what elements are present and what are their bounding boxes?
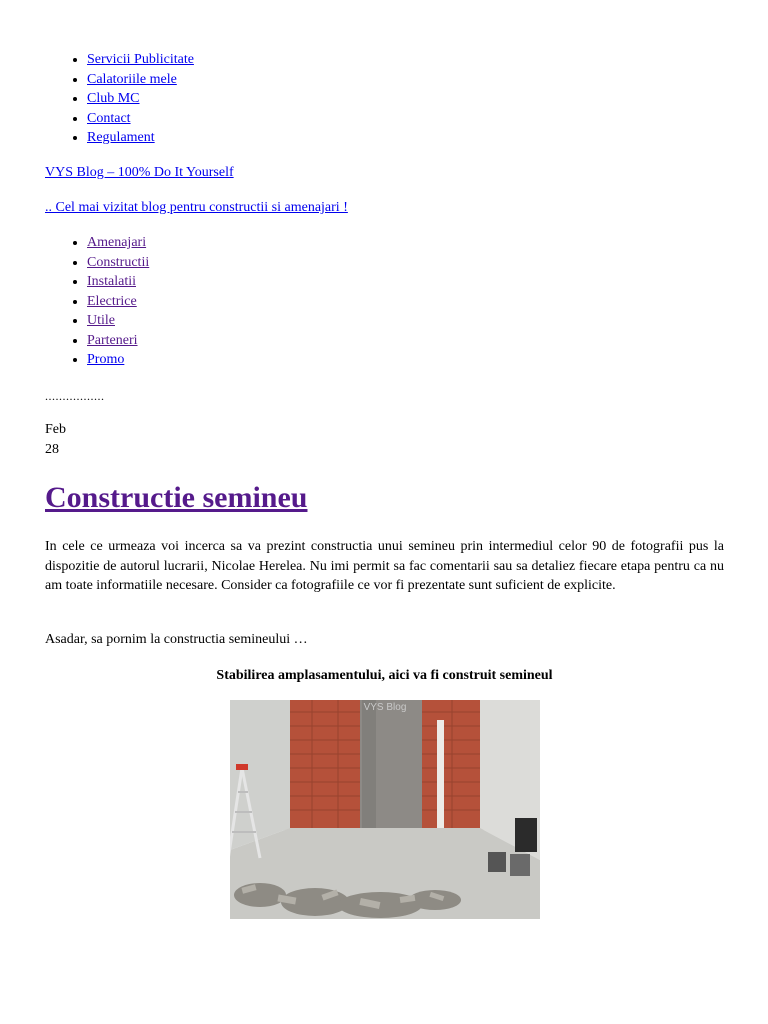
post-paragraph-start: Asadar, sa pornim la constructia semineului … xyxy=(45,632,308,647)
dotted-separator: ................. xyxy=(45,389,105,403)
category-nav-item-amenajari xyxy=(87,233,149,253)
category-nav-item-promo xyxy=(87,350,149,370)
photo-watermark: VYS Blog xyxy=(363,702,407,713)
top-nav-item-club-mc xyxy=(87,89,194,109)
category-nav xyxy=(45,233,149,370)
category-nav-item-parteneri xyxy=(87,331,149,351)
post-date-day: 28 xyxy=(45,442,59,457)
top-nav-link-servicii-publicitate[interactable]: Servicii Publicitate xyxy=(87,52,194,67)
category-link-promo[interactable]: Promo xyxy=(87,352,125,367)
category-link-utile[interactable]: Utile xyxy=(87,313,115,328)
post-date-month: Feb xyxy=(45,422,66,437)
category-link-instalatii[interactable]: Instalatii xyxy=(87,274,136,289)
top-nav-item-servicii-publicitate xyxy=(87,50,194,70)
photo-caption: Stabilirea amplasamentului, aici va fi construit semineul xyxy=(216,668,553,683)
top-nav-link-regulament[interactable]: Regulament xyxy=(87,130,155,145)
top-nav-item-calatoriile-mele xyxy=(87,70,194,90)
top-nav-item-contact xyxy=(87,109,194,129)
site-title-link[interactable]: VYS Blog – 100% Do It Yourself xyxy=(45,165,234,180)
category-link-amenajari[interactable]: Amenajari xyxy=(87,235,147,250)
post-title-link[interactable]: Constructie semineu xyxy=(45,481,308,514)
category-link-constructii[interactable]: Constructii xyxy=(87,254,150,270)
post-paragraph-intro: In cele ce urmeaza voi incerca sa va prezint constructia unui semineu prin intermediul celor 90 de fotografii pus la dispozitie de autorul lucrarii, Nicolae Herelea. Nu imi permit sa fac comentarii sau sa detaliez fiecare etapa pentru ca nu am toate informatiile necesare. Consider ca fotografiile ce vor fi prezentate sunt suficient de explicite. xyxy=(45,539,724,593)
top-nav xyxy=(45,50,194,148)
category-link-electrice[interactable]: Electrice xyxy=(87,293,137,309)
top-nav-item-regulament xyxy=(87,128,194,148)
category-nav-item-utile xyxy=(87,311,149,331)
site-title-wrapper xyxy=(45,163,234,182)
top-nav-link-calatoriile-mele[interactable]: Calatoriile mele xyxy=(87,71,177,87)
category-nav-item-electrice xyxy=(87,292,149,312)
site-tagline-link[interactable]: .. Cel mai vizitat blog pentru constructii si amenajari ! xyxy=(45,200,348,215)
top-nav-link-contact[interactable]: Contact xyxy=(87,110,131,126)
top-nav-link-club-mc[interactable]: Club MC xyxy=(87,91,140,106)
construction-site-photo xyxy=(230,700,540,919)
category-link-parteneri[interactable]: Parteneri xyxy=(87,332,138,348)
site-tagline-wrapper xyxy=(45,198,348,217)
category-nav-item-instalatii xyxy=(87,272,149,292)
category-nav-item-constructii xyxy=(87,253,149,273)
post-title xyxy=(45,478,307,518)
